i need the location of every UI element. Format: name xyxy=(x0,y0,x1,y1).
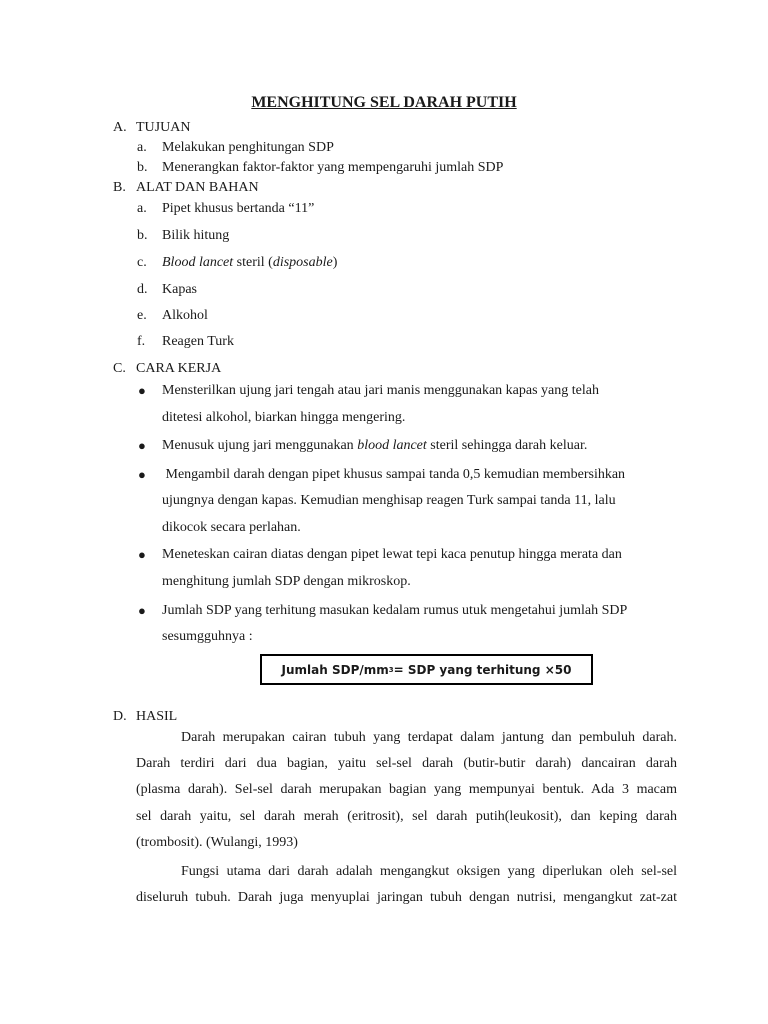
bullet-text: ditetesi alkohol, biarkan hingga mengering. xyxy=(162,410,406,425)
paragraph-line: (trombosit). (Wulangi, 1993) xyxy=(136,835,298,850)
list-item-text: Alkohol xyxy=(162,308,208,323)
list-item-letter: c. xyxy=(137,255,147,270)
list-item-letter: e. xyxy=(137,308,147,323)
section-b-letter: B. xyxy=(113,180,126,195)
list-item-letter: f. xyxy=(137,334,146,349)
list-item-letter: d. xyxy=(137,282,148,297)
italic-term: blood lancet xyxy=(357,438,427,453)
list-item-letter: b. xyxy=(137,228,148,243)
list-item-text: Pipet khusus bertanda “11” xyxy=(162,201,315,216)
bullet-text: Jumlah SDP yang terhitung masukan kedalam rumus utuk mengetahui jumlah SDP xyxy=(162,603,628,618)
section-c-title: CARA KERJA xyxy=(136,361,222,376)
paragraph-line: Darah terdiri dari dua bagian, yaitu sel-sel darah (butir-butir darah) dancairan darah xyxy=(136,756,677,771)
section-d-title: HASIL xyxy=(136,709,178,724)
bullet-text: dikocok secara perlahan. xyxy=(162,520,301,535)
formula-rhs: = SDP yang terhitung ×50 xyxy=(393,662,572,677)
italic-term: Blood lancet xyxy=(162,255,234,270)
bullet-icon: ● xyxy=(138,438,146,453)
section-a-title: TUJUAN xyxy=(136,120,191,135)
bullet-text: Mengambil darah dengan pipet khusus sampai tanda 0,5 kemudian membersihkan xyxy=(162,467,626,482)
paragraph-line: diseluruh tubuh. Darah juga menyuplai jaringan tubuh dengan nutrisi, mengangkut zat-zat xyxy=(136,890,677,905)
paragraph-line: (plasma darah). Sel-sel darah merupakan bagian yang mempunyai bentuk. Ada 3 macam xyxy=(136,782,677,797)
list-item-letter: a. xyxy=(137,140,147,155)
document-title: MENGHITUNG SEL DARAH PUTIH xyxy=(251,94,517,111)
bullet-text: menghitung jumlah SDP dengan mikroskop. xyxy=(162,574,411,589)
list-item-text: Blood lancet steril (disposable) xyxy=(162,255,338,270)
paragraph-line: sel darah yaitu, sel darah merah (eritrosit), sel darah putih(leukosit), dan keping darah xyxy=(136,809,677,824)
bullet-text: ujungnya dengan kapas. Kemudian menghisap reagen Turk sampai tanda 11, lalu xyxy=(162,493,616,508)
section-d-letter: D. xyxy=(113,709,127,724)
list-item-letter: b. xyxy=(137,160,148,175)
formula-superscript: 3 xyxy=(388,665,394,674)
list-item-text: Bilik hitung xyxy=(162,228,230,243)
italic-term: disposable xyxy=(272,255,333,270)
formula-box xyxy=(260,654,593,685)
bullet-icon: ● xyxy=(138,467,146,482)
list-item-text: Melakukan penghitungan SDP xyxy=(162,140,334,155)
bullet-text: sesumgguhnya : xyxy=(162,629,253,644)
list-item-text: Reagen Turk xyxy=(162,334,234,349)
list-item-letter: a. xyxy=(137,201,147,216)
bullet-text: Menusuk ujung jari menggunakan blood lancet steril sehingga darah keluar. xyxy=(162,438,588,453)
list-item-text: Kapas xyxy=(162,282,197,297)
section-b-title: ALAT DAN BAHAN xyxy=(136,180,259,195)
list-item-text: Menerangkan faktor-faktor yang mempengaruhi jumlah SDP xyxy=(162,160,504,175)
bullet-icon: ● xyxy=(138,547,146,562)
formula-lhs: Jumlah SDP/mm xyxy=(281,662,389,677)
bullet-text: Mensterilkan ujung jari tengah atau jari manis menggunakan kapas yang telah xyxy=(162,383,599,398)
section-a-letter: A. xyxy=(113,120,127,135)
bullet-text: Meneteskan cairan diatas dengan pipet lewat tepi kaca penutup hingga merata dan xyxy=(162,547,622,562)
bullet-icon: ● xyxy=(138,383,146,398)
paragraph-line: Darah merupakan cairan tubuh yang terdapat dalam jantung dan pembuluh darah. xyxy=(181,730,677,745)
bullet-icon: ● xyxy=(138,603,146,618)
paragraph-line: Fungsi utama dari darah adalah mengangkut oksigen yang diperlukan oleh sel-sel xyxy=(181,864,677,879)
section-c-letter: C. xyxy=(113,361,126,376)
